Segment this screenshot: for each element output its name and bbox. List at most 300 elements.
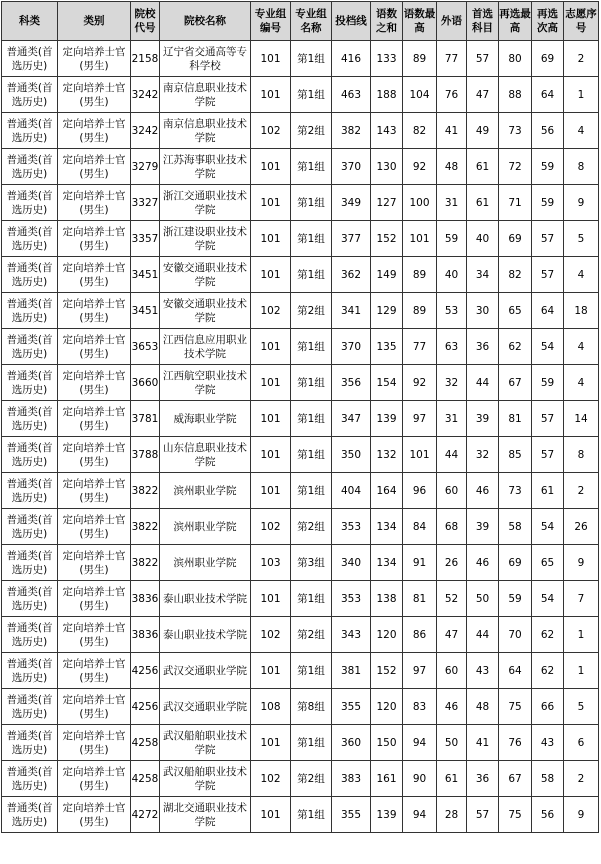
elective-max-cell: 76: [499, 725, 532, 761]
first-subject-cell: 30: [467, 293, 499, 329]
table-row: [2, 797, 599, 833]
elective-max-cell: 82: [499, 257, 532, 293]
elective-second-cell: 62: [532, 653, 564, 689]
chinese-math-sum-cell: 139: [371, 797, 403, 833]
first-subject-cell: 39: [467, 401, 499, 437]
school-name-cell: 武汉船舶职业技术学院: [160, 761, 251, 797]
school-name-cell: 安徽交通职业技术学院: [160, 293, 251, 329]
foreign-language-cell: 61: [437, 761, 467, 797]
group-name-cell: 第2组: [291, 617, 332, 653]
school-code-cell: 3822: [131, 473, 160, 509]
chinese-math-sum-cell: 135: [371, 329, 403, 365]
group-code-cell: 101: [251, 401, 291, 437]
category-cell: 普通类(首选历史): [2, 725, 58, 761]
cutoff-cell: 360: [332, 725, 371, 761]
school-code-cell: 3242: [131, 113, 160, 149]
school-name-cell: 武汉交通职业学院: [160, 689, 251, 725]
table-row: [2, 473, 599, 509]
school-name-cell: 滨州职业学院: [160, 473, 251, 509]
chinese-math-max-cell: 94: [403, 797, 437, 833]
first-subject-cell: 47: [467, 77, 499, 113]
first-subject-cell: 39: [467, 509, 499, 545]
elective-max-cell: 59: [499, 581, 532, 617]
table-row: [2, 221, 599, 257]
header-group-code: 专业组编号: [251, 2, 291, 41]
category-cell: 普通类(首选历史): [2, 545, 58, 581]
group-name-cell: 第1组: [291, 149, 332, 185]
group-name-cell: 第2组: [291, 293, 332, 329]
elective-max-cell: 67: [499, 761, 532, 797]
category-cell: 普通类(首选历史): [2, 401, 58, 437]
foreign-language-cell: 59: [437, 221, 467, 257]
elective-second-cell: 54: [532, 581, 564, 617]
school-name-cell: 威海职业学院: [160, 401, 251, 437]
chinese-math-max-cell: 89: [403, 41, 437, 77]
school-name-cell: 泰山职业技术学院: [160, 617, 251, 653]
header-elective-second: 再选次高: [532, 2, 564, 41]
elective-max-cell: 72: [499, 149, 532, 185]
cutoff-cell: 355: [332, 797, 371, 833]
cutoff-cell: 370: [332, 149, 371, 185]
foreign-language-cell: 41: [437, 113, 467, 149]
school-name-cell: 辽宁省交通高等专科学校: [160, 41, 251, 77]
table-row: [2, 653, 599, 689]
type-cell: 定向培养士官(男生): [58, 329, 131, 365]
elective-second-cell: 65: [532, 545, 564, 581]
group-code-cell: 102: [251, 761, 291, 797]
chinese-math-max-cell: 97: [403, 401, 437, 437]
school-code-cell: 3660: [131, 365, 160, 401]
category-cell: 普通类(首选历史): [2, 797, 58, 833]
preference-order-cell: 9: [564, 797, 599, 833]
school-name-cell: 武汉交通职业学院: [160, 653, 251, 689]
elective-max-cell: 64: [499, 653, 532, 689]
elective-second-cell: 61: [532, 473, 564, 509]
group-code-cell: 108: [251, 689, 291, 725]
preference-order-cell: 5: [564, 221, 599, 257]
elective-max-cell: 65: [499, 293, 532, 329]
cutoff-cell: 356: [332, 365, 371, 401]
category-cell: 普通类(首选历史): [2, 41, 58, 77]
group-name-cell: 第1组: [291, 365, 332, 401]
first-subject-cell: 46: [467, 545, 499, 581]
group-code-cell: 101: [251, 725, 291, 761]
header-school-code: 院校代号: [131, 2, 160, 41]
group-code-cell: 101: [251, 437, 291, 473]
foreign-language-cell: 77: [437, 41, 467, 77]
chinese-math-sum-cell: 120: [371, 617, 403, 653]
category-cell: 普通类(首选历史): [2, 581, 58, 617]
school-code-cell: 4256: [131, 689, 160, 725]
header-chinese-math-sum: 语数之和: [371, 2, 403, 41]
category-cell: 普通类(首选历史): [2, 149, 58, 185]
foreign-language-cell: 32: [437, 365, 467, 401]
chinese-math-sum-cell: 154: [371, 365, 403, 401]
preference-order-cell: 4: [564, 257, 599, 293]
table-row: [2, 545, 599, 581]
table-row: [2, 149, 599, 185]
group-name-cell: 第1组: [291, 437, 332, 473]
table-row: [2, 329, 599, 365]
cutoff-cell: 383: [332, 761, 371, 797]
header-group-name: 专业组名称: [291, 2, 332, 41]
foreign-language-cell: 50: [437, 725, 467, 761]
chinese-math-max-cell: 97: [403, 653, 437, 689]
group-name-cell: 第1组: [291, 797, 332, 833]
foreign-language-cell: 40: [437, 257, 467, 293]
school-code-cell: 3451: [131, 257, 160, 293]
first-subject-cell: 40: [467, 221, 499, 257]
header-category: 科类: [2, 2, 58, 41]
header-preference-order: 志愿序号: [564, 2, 599, 41]
chinese-math-sum-cell: 143: [371, 113, 403, 149]
preference-order-cell: 8: [564, 437, 599, 473]
elective-second-cell: 56: [532, 113, 564, 149]
group-name-cell: 第2组: [291, 113, 332, 149]
preference-order-cell: 4: [564, 113, 599, 149]
group-code-cell: 101: [251, 257, 291, 293]
group-code-cell: 102: [251, 617, 291, 653]
elective-max-cell: 62: [499, 329, 532, 365]
type-cell: 定向培养士官(男生): [58, 725, 131, 761]
foreign-language-cell: 53: [437, 293, 467, 329]
category-cell: 普通类(首选历史): [2, 185, 58, 221]
cutoff-cell: 353: [332, 509, 371, 545]
cutoff-cell: 362: [332, 257, 371, 293]
group-name-cell: 第1组: [291, 473, 332, 509]
group-name-cell: 第1组: [291, 257, 332, 293]
school-name-cell: 浙江建设职业技术学院: [160, 221, 251, 257]
group-name-cell: 第1组: [291, 653, 332, 689]
group-name-cell: 第8组: [291, 689, 332, 725]
school-name-cell: 江西信息应用职业技术学院: [160, 329, 251, 365]
foreign-language-cell: 60: [437, 653, 467, 689]
type-cell: 定向培养士官(男生): [58, 257, 131, 293]
group-code-cell: 102: [251, 509, 291, 545]
type-cell: 定向培养士官(男生): [58, 365, 131, 401]
type-cell: 定向培养士官(男生): [58, 401, 131, 437]
chinese-math-sum-cell: 130: [371, 149, 403, 185]
school-code-cell: 4258: [131, 725, 160, 761]
group-code-cell: 101: [251, 581, 291, 617]
preference-order-cell: 2: [564, 761, 599, 797]
first-subject-cell: 61: [467, 185, 499, 221]
table-row: [2, 185, 599, 221]
header-row: [2, 2, 599, 41]
group-name-cell: 第1组: [291, 41, 332, 77]
elective-max-cell: 69: [499, 545, 532, 581]
cutoff-cell: 404: [332, 473, 371, 509]
table-row: [2, 77, 599, 113]
preference-order-cell: 18: [564, 293, 599, 329]
cutoff-cell: 340: [332, 545, 371, 581]
first-subject-cell: 61: [467, 149, 499, 185]
type-cell: 定向培养士官(男生): [58, 221, 131, 257]
chinese-math-sum-cell: 139: [371, 401, 403, 437]
table-row: [2, 761, 599, 797]
school-code-cell: 3279: [131, 149, 160, 185]
admissions-table: [1, 1, 599, 833]
chinese-math-max-cell: 90: [403, 761, 437, 797]
category-cell: 普通类(首选历史): [2, 653, 58, 689]
first-subject-cell: 46: [467, 473, 499, 509]
preference-order-cell: 8: [564, 149, 599, 185]
first-subject-cell: 41: [467, 725, 499, 761]
chinese-math-sum-cell: 152: [371, 221, 403, 257]
foreign-language-cell: 76: [437, 77, 467, 113]
elective-second-cell: 66: [532, 689, 564, 725]
group-name-cell: 第3组: [291, 545, 332, 581]
preference-order-cell: 6: [564, 725, 599, 761]
chinese-math-max-cell: 92: [403, 365, 437, 401]
elective-max-cell: 58: [499, 509, 532, 545]
header-foreign-language: 外语: [437, 2, 467, 41]
preference-order-cell: 2: [564, 473, 599, 509]
school-code-cell: 4256: [131, 653, 160, 689]
chinese-math-sum-cell: 188: [371, 77, 403, 113]
school-name-cell: 安徽交通职业技术学院: [160, 257, 251, 293]
category-cell: 普通类(首选历史): [2, 77, 58, 113]
cutoff-cell: 377: [332, 221, 371, 257]
chinese-math-max-cell: 94: [403, 725, 437, 761]
table-row: [2, 617, 599, 653]
group-code-cell: 101: [251, 77, 291, 113]
cutoff-cell: 341: [332, 293, 371, 329]
elective-max-cell: 73: [499, 113, 532, 149]
category-cell: 普通类(首选历史): [2, 293, 58, 329]
school-code-cell: 3357: [131, 221, 160, 257]
elective-max-cell: 80: [499, 41, 532, 77]
category-cell: 普通类(首选历史): [2, 329, 58, 365]
chinese-math-max-cell: 89: [403, 257, 437, 293]
header-chinese-math-max: 语数最高: [403, 2, 437, 41]
type-cell: 定向培养士官(男生): [58, 437, 131, 473]
foreign-language-cell: 46: [437, 689, 467, 725]
chinese-math-sum-cell: 132: [371, 437, 403, 473]
chinese-math-max-cell: 86: [403, 617, 437, 653]
preference-order-cell: 26: [564, 509, 599, 545]
group-name-cell: 第1组: [291, 725, 332, 761]
header-cutoff: 投档线: [332, 2, 371, 41]
school-name-cell: 滨州职业学院: [160, 545, 251, 581]
chinese-math-max-cell: 92: [403, 149, 437, 185]
group-code-cell: 102: [251, 293, 291, 329]
group-name-cell: 第1组: [291, 329, 332, 365]
chinese-math-sum-cell: 149: [371, 257, 403, 293]
foreign-language-cell: 44: [437, 437, 467, 473]
group-code-cell: 101: [251, 149, 291, 185]
type-cell: 定向培养士官(男生): [58, 581, 131, 617]
table-row: [2, 293, 599, 329]
header-first-subject: 首选科目: [467, 2, 499, 41]
chinese-math-sum-cell: 127: [371, 185, 403, 221]
chinese-math-sum-cell: 138: [371, 581, 403, 617]
foreign-language-cell: 63: [437, 329, 467, 365]
first-subject-cell: 34: [467, 257, 499, 293]
chinese-math-max-cell: 89: [403, 293, 437, 329]
group-code-cell: 101: [251, 473, 291, 509]
elective-second-cell: 57: [532, 221, 564, 257]
preference-order-cell: 9: [564, 185, 599, 221]
category-cell: 普通类(首选历史): [2, 365, 58, 401]
elective-max-cell: 67: [499, 365, 532, 401]
preference-order-cell: 1: [564, 617, 599, 653]
chinese-math-max-cell: 96: [403, 473, 437, 509]
elective-second-cell: 56: [532, 797, 564, 833]
group-code-cell: 101: [251, 365, 291, 401]
type-cell: 定向培养士官(男生): [58, 509, 131, 545]
elective-max-cell: 85: [499, 437, 532, 473]
elective-max-cell: 75: [499, 797, 532, 833]
category-cell: 普通类(首选历史): [2, 689, 58, 725]
school-code-cell: 3822: [131, 509, 160, 545]
header-type: 类别: [58, 2, 131, 41]
chinese-math-sum-cell: 134: [371, 509, 403, 545]
school-code-cell: 3653: [131, 329, 160, 365]
cutoff-cell: 349: [332, 185, 371, 221]
preference-order-cell: 2: [564, 41, 599, 77]
school-code-cell: 2158: [131, 41, 160, 77]
group-name-cell: 第1组: [291, 581, 332, 617]
first-subject-cell: 36: [467, 329, 499, 365]
elective-second-cell: 54: [532, 509, 564, 545]
school-name-cell: 江苏海事职业技术学院: [160, 149, 251, 185]
foreign-language-cell: 68: [437, 509, 467, 545]
chinese-math-max-cell: 83: [403, 689, 437, 725]
elective-second-cell: 64: [532, 77, 564, 113]
cutoff-cell: 381: [332, 653, 371, 689]
school-code-cell: 3327: [131, 185, 160, 221]
school-code-cell: 4272: [131, 797, 160, 833]
chinese-math-sum-cell: 161: [371, 761, 403, 797]
foreign-language-cell: 26: [437, 545, 467, 581]
category-cell: 普通类(首选历史): [2, 617, 58, 653]
chinese-math-sum-cell: 164: [371, 473, 403, 509]
preference-order-cell: 1: [564, 653, 599, 689]
table-row: [2, 365, 599, 401]
type-cell: 定向培养士官(男生): [58, 689, 131, 725]
table-row: [2, 509, 599, 545]
group-name-cell: 第1组: [291, 221, 332, 257]
group-code-cell: 102: [251, 113, 291, 149]
preference-order-cell: 1: [564, 77, 599, 113]
cutoff-cell: 350: [332, 437, 371, 473]
type-cell: 定向培养士官(男生): [58, 797, 131, 833]
school-code-cell: 4258: [131, 761, 160, 797]
school-code-cell: 3788: [131, 437, 160, 473]
group-code-cell: 101: [251, 41, 291, 77]
elective-second-cell: 59: [532, 185, 564, 221]
elective-second-cell: 57: [532, 401, 564, 437]
elective-second-cell: 54: [532, 329, 564, 365]
first-subject-cell: 43: [467, 653, 499, 689]
chinese-math-sum-cell: 120: [371, 689, 403, 725]
category-cell: 普通类(首选历史): [2, 509, 58, 545]
table-row: [2, 401, 599, 437]
cutoff-cell: 416: [332, 41, 371, 77]
chinese-math-max-cell: 77: [403, 329, 437, 365]
chinese-math-max-cell: 104: [403, 77, 437, 113]
type-cell: 定向培养士官(男生): [58, 473, 131, 509]
foreign-language-cell: 48: [437, 149, 467, 185]
elective-second-cell: 69: [532, 41, 564, 77]
group-name-cell: 第2组: [291, 761, 332, 797]
chinese-math-sum-cell: 134: [371, 545, 403, 581]
chinese-math-max-cell: 91: [403, 545, 437, 581]
school-name-cell: 浙江交通职业技术学院: [160, 185, 251, 221]
school-code-cell: 3822: [131, 545, 160, 581]
table-row: [2, 113, 599, 149]
group-name-cell: 第1组: [291, 77, 332, 113]
school-name-cell: 南京信息职业技术学院: [160, 77, 251, 113]
cutoff-cell: 463: [332, 77, 371, 113]
group-code-cell: 101: [251, 221, 291, 257]
first-subject-cell: 44: [467, 617, 499, 653]
first-subject-cell: 57: [467, 41, 499, 77]
group-code-cell: 101: [251, 185, 291, 221]
cutoff-cell: 370: [332, 329, 371, 365]
elective-second-cell: 43: [532, 725, 564, 761]
chinese-math-max-cell: 82: [403, 113, 437, 149]
school-code-cell: 3242: [131, 77, 160, 113]
first-subject-cell: 49: [467, 113, 499, 149]
school-name-cell: 泰山职业技术学院: [160, 581, 251, 617]
group-code-cell: 101: [251, 653, 291, 689]
school-name-cell: 山东信息职业技术学院: [160, 437, 251, 473]
group-name-cell: 第1组: [291, 401, 332, 437]
school-code-cell: 3781: [131, 401, 160, 437]
school-name-cell: 南京信息职业技术学院: [160, 113, 251, 149]
header-elective-max: 再选最高: [499, 2, 532, 41]
school-code-cell: 3836: [131, 617, 160, 653]
group-code-cell: 103: [251, 545, 291, 581]
elective-max-cell: 75: [499, 689, 532, 725]
chinese-math-sum-cell: 129: [371, 293, 403, 329]
chinese-math-max-cell: 81: [403, 581, 437, 617]
elective-second-cell: 57: [532, 437, 564, 473]
elective-second-cell: 64: [532, 293, 564, 329]
elective-max-cell: 88: [499, 77, 532, 113]
foreign-language-cell: 47: [437, 617, 467, 653]
chinese-math-sum-cell: 150: [371, 725, 403, 761]
category-cell: 普通类(首选历史): [2, 473, 58, 509]
chinese-math-max-cell: 84: [403, 509, 437, 545]
elective-second-cell: 59: [532, 365, 564, 401]
cutoff-cell: 353: [332, 581, 371, 617]
preference-order-cell: 9: [564, 545, 599, 581]
type-cell: 定向培养士官(男生): [58, 149, 131, 185]
foreign-language-cell: 60: [437, 473, 467, 509]
first-subject-cell: 57: [467, 797, 499, 833]
elective-max-cell: 71: [499, 185, 532, 221]
type-cell: 定向培养士官(男生): [58, 41, 131, 77]
chinese-math-max-cell: 101: [403, 437, 437, 473]
foreign-language-cell: 28: [437, 797, 467, 833]
table-body: [2, 41, 599, 833]
group-code-cell: 101: [251, 797, 291, 833]
cutoff-cell: 355: [332, 689, 371, 725]
type-cell: 定向培养士官(男生): [58, 761, 131, 797]
school-code-cell: 3836: [131, 581, 160, 617]
type-cell: 定向培养士官(男生): [58, 293, 131, 329]
school-name-cell: 江西航空职业技术学院: [160, 365, 251, 401]
chinese-math-max-cell: 100: [403, 185, 437, 221]
table-row: [2, 725, 599, 761]
elective-second-cell: 62: [532, 617, 564, 653]
header-school-name: 院校名称: [160, 2, 251, 41]
table-row: [2, 689, 599, 725]
cutoff-cell: 347: [332, 401, 371, 437]
